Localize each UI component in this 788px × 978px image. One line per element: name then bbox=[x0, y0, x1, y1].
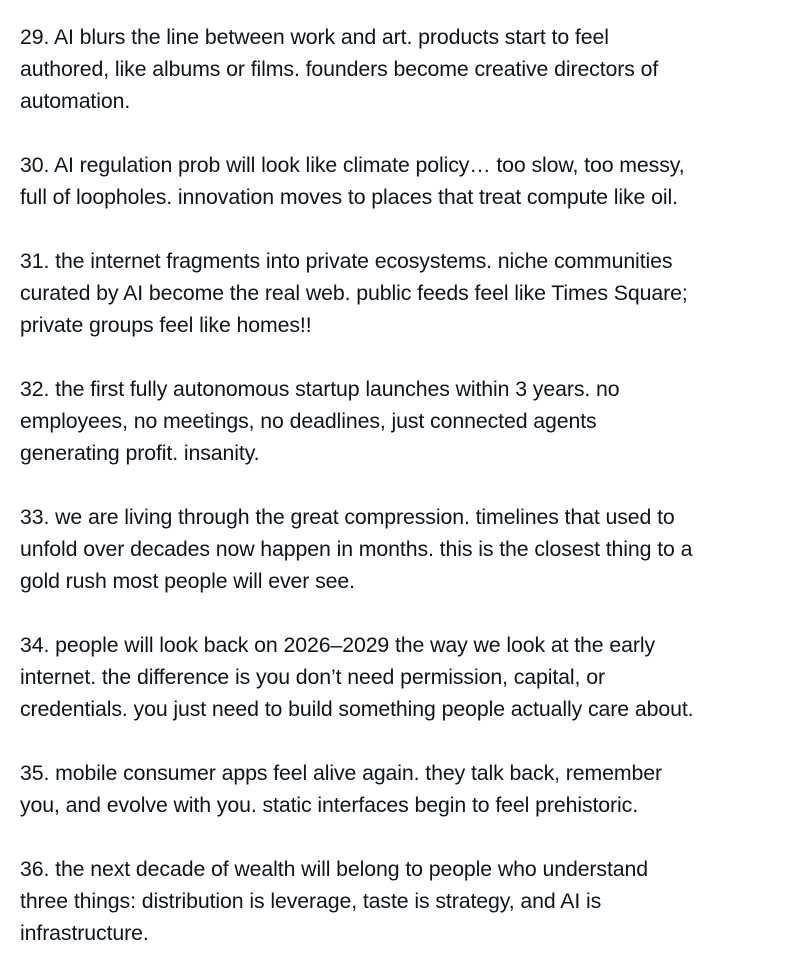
post-line: unfold over decades now happen in months. this is the closest thing to a bbox=[20, 537, 693, 561]
post-line: three things: distribution is leverage, taste is strategy, and AI is bbox=[20, 889, 602, 913]
post-paragraph-35 bbox=[20, 757, 780, 821]
post-line: generating profit. insanity. bbox=[20, 441, 260, 465]
post-line: 32. the first fully autonomous startup launches within 3 years. no bbox=[20, 377, 620, 401]
post-line: automation. bbox=[20, 89, 131, 113]
post-line: private groups feel like homes!! bbox=[20, 313, 312, 337]
post-line: employees, no meetings, no deadlines, just connected agents bbox=[20, 409, 597, 433]
post-line: 30. AI regulation prob will look like climate policy… too slow, too messy, bbox=[20, 153, 685, 177]
post-paragraph-30 bbox=[20, 149, 780, 213]
post-line: 29. AI blurs the line between work and art. products start to feel bbox=[20, 25, 609, 49]
post-line: gold rush most people will ever see. bbox=[20, 569, 355, 593]
post-line: 34. people will look back on 2026–2029 the way we look at the early bbox=[20, 633, 655, 657]
post-paragraph-33 bbox=[20, 501, 780, 597]
post-line: 33. we are living through the great compression. timelines that used to bbox=[20, 505, 675, 529]
post-line: authored, like albums or films. founders become creative directors of bbox=[20, 57, 659, 81]
post-paragraph-31 bbox=[20, 245, 780, 341]
post-paragraph-29 bbox=[20, 21, 780, 117]
post-line: infrastructure. bbox=[20, 921, 149, 945]
post-body bbox=[20, 21, 780, 949]
post-line: 36. the next decade of wealth will belong to people who understand bbox=[20, 857, 649, 881]
post-paragraph-34 bbox=[20, 629, 780, 725]
post-line: internet. the difference is you don’t need permission, capital, or bbox=[20, 665, 605, 689]
post-line: you, and evolve with you. static interfaces begin to feel prehistoric. bbox=[20, 793, 639, 817]
post-line: credentials. you just need to build something people actually care about. bbox=[20, 697, 694, 721]
post-paragraph-36 bbox=[20, 853, 780, 949]
post-paragraph-32 bbox=[20, 373, 780, 469]
post-line: curated by AI become the real web. public feeds feel like Times Square; bbox=[20, 281, 688, 305]
post-line: 35. mobile consumer apps feel alive again. they talk back, remember bbox=[20, 761, 663, 785]
post-line: full of loopholes. innovation moves to places that treat compute like oil. bbox=[20, 185, 678, 209]
post-line: 31. the internet fragments into private ecosystems. niche communities bbox=[20, 249, 673, 273]
